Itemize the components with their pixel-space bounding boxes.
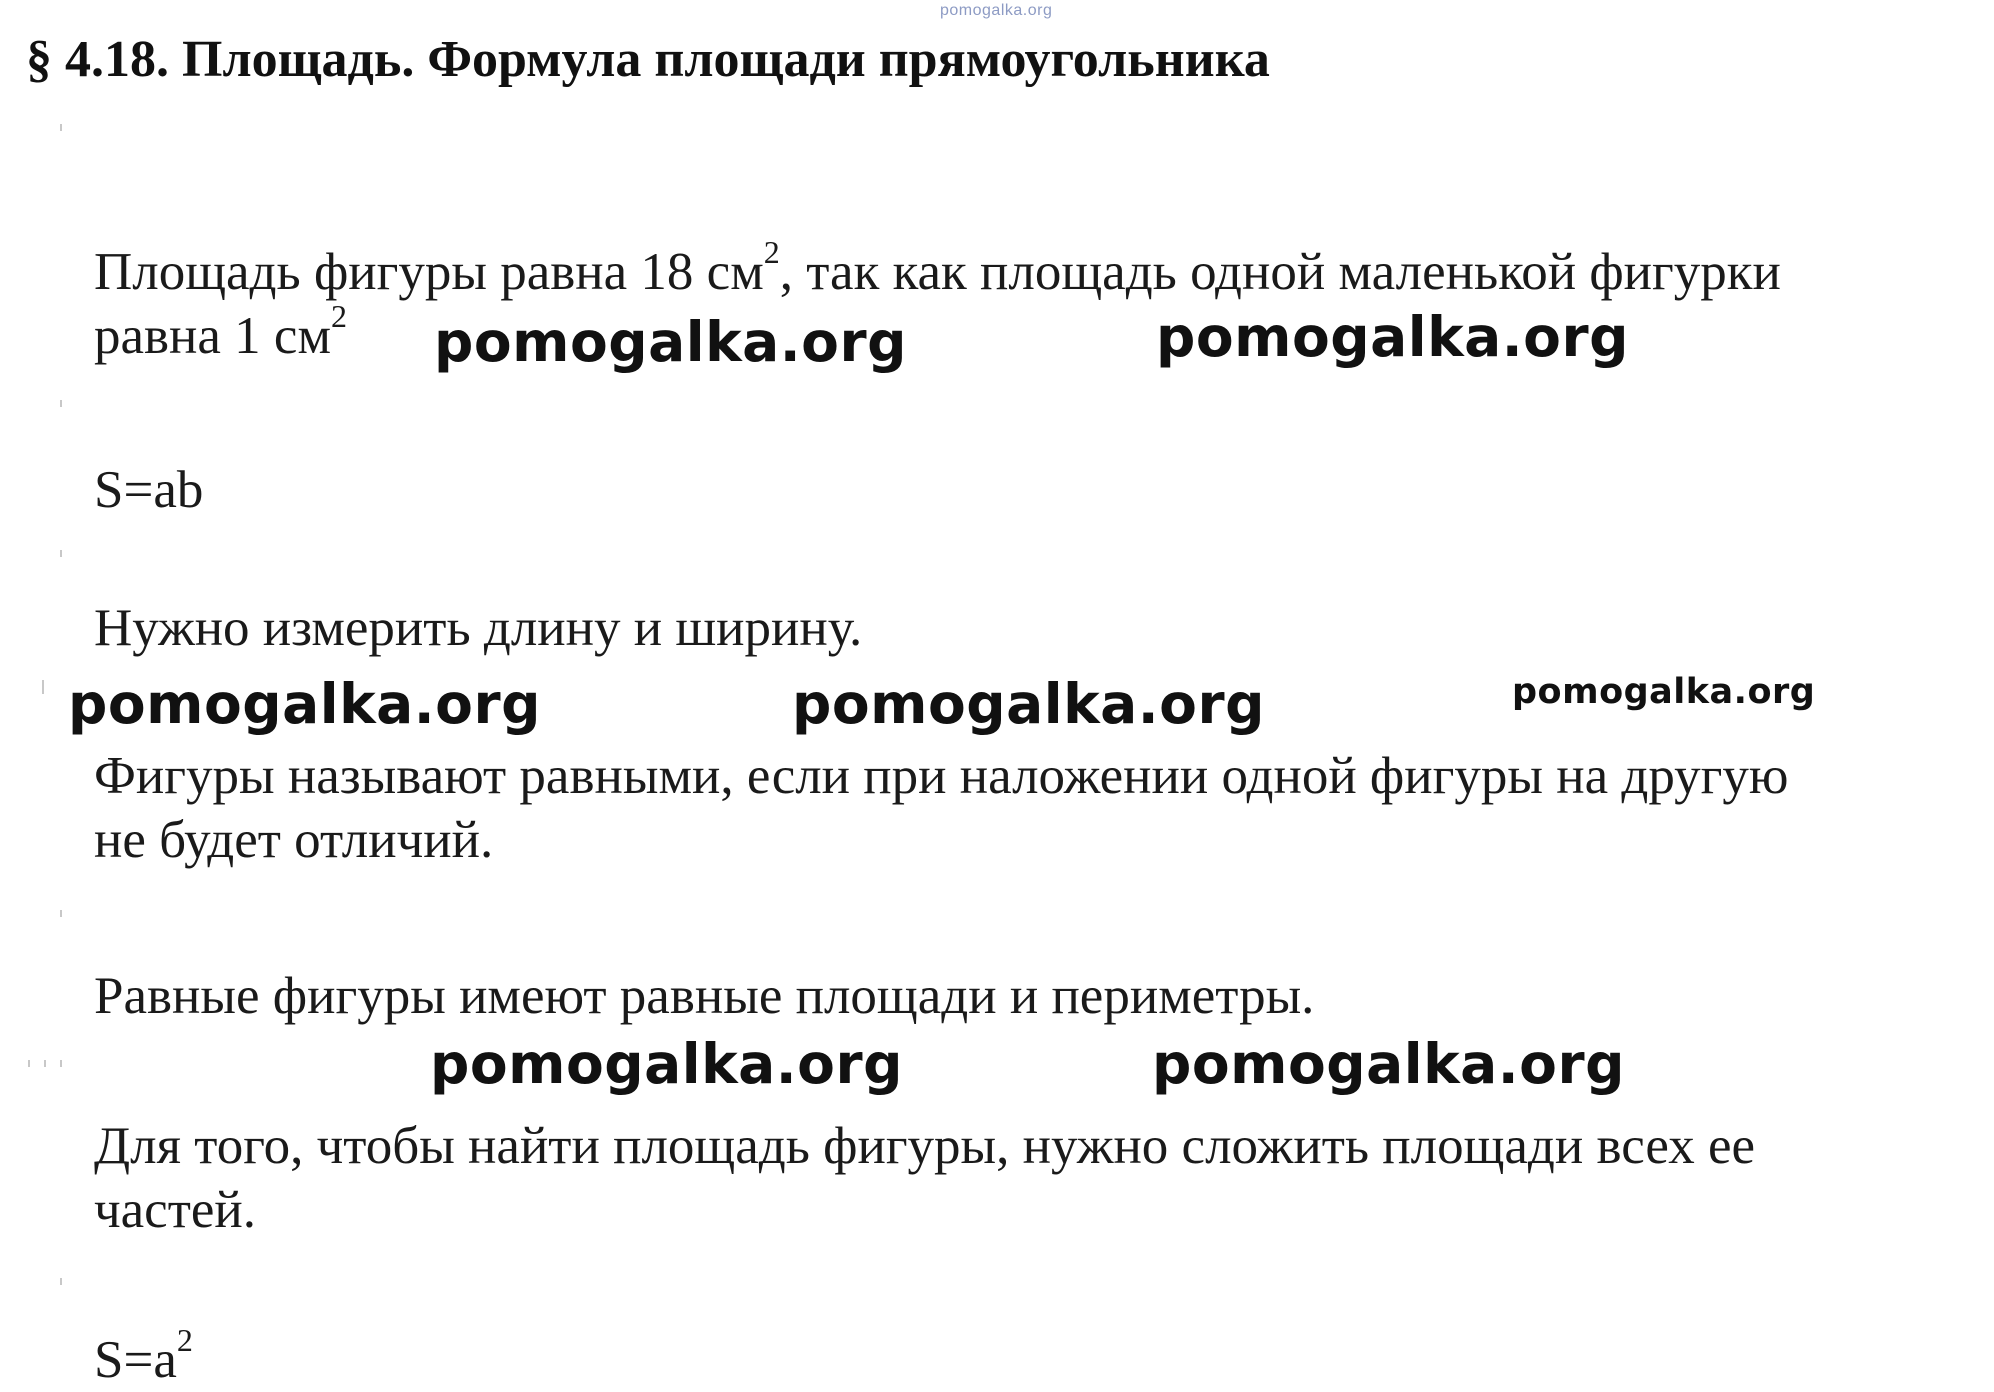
paragraph-sum-of-parts xyxy=(94,1114,1755,1242)
watermark-text: pomogalka.org xyxy=(1152,1032,1625,1096)
watermark-text: pomogalka.org xyxy=(430,1032,903,1096)
watermark-text: pomogalka.org xyxy=(1512,672,1816,712)
margin-tick xyxy=(60,1060,62,1067)
margin-tick xyxy=(60,550,62,557)
margin-tick xyxy=(60,124,62,131)
margin-tick xyxy=(44,1060,46,1067)
paragraph-equal-figures xyxy=(94,744,1788,872)
p7-superscript: 2 xyxy=(176,1322,193,1358)
formula-rectangle-area: S=ab xyxy=(94,461,204,519)
margin-tick xyxy=(60,1278,62,1285)
p1-line2-text: равна 1 см xyxy=(94,307,331,365)
formula-square-area xyxy=(94,1322,193,1392)
p4-line2-text: не будет отличий. xyxy=(94,811,494,869)
p6-line2-text: частей. xyxy=(94,1181,257,1239)
p6-line1-text: Для того, чтобы найти площадь фигуры, нужно сложить площади всех ее xyxy=(94,1117,1756,1175)
watermark-text: pomogalka.org xyxy=(1156,305,1629,369)
paragraph-equal-areas: Равные фигуры имеют равные площади и периметры. xyxy=(94,967,1315,1025)
p4-line1-text: Фигуры называют равными, если при наложении одной фигуры на другую xyxy=(94,747,1789,805)
section-heading: § 4.18. Площадь. Формула площади прямоугольника xyxy=(26,31,1270,88)
p1-line2-superscript: 2 xyxy=(331,298,347,334)
margin-tick xyxy=(42,680,44,694)
top-watermark: pomogalka.org xyxy=(940,2,1053,19)
margin-tick xyxy=(60,400,62,407)
p7-text: S=a xyxy=(94,1331,177,1389)
margin-tick xyxy=(60,910,62,917)
p1-line1-superscript: 2 xyxy=(763,234,780,270)
margin-tick xyxy=(28,1060,30,1067)
watermark-text: pomogalka.org xyxy=(434,310,907,374)
watermark-text: pomogalka.org xyxy=(792,672,1265,736)
p1-line1-text: Площадь фигуры равна 18 см xyxy=(94,243,764,301)
paragraph-measure: Нужно измерить длину и ширину. xyxy=(94,599,863,657)
watermark-text: pomogalka.org xyxy=(68,672,541,736)
p1-line1-continuation: , так как площадь одной маленькой фигурки xyxy=(779,243,1781,301)
